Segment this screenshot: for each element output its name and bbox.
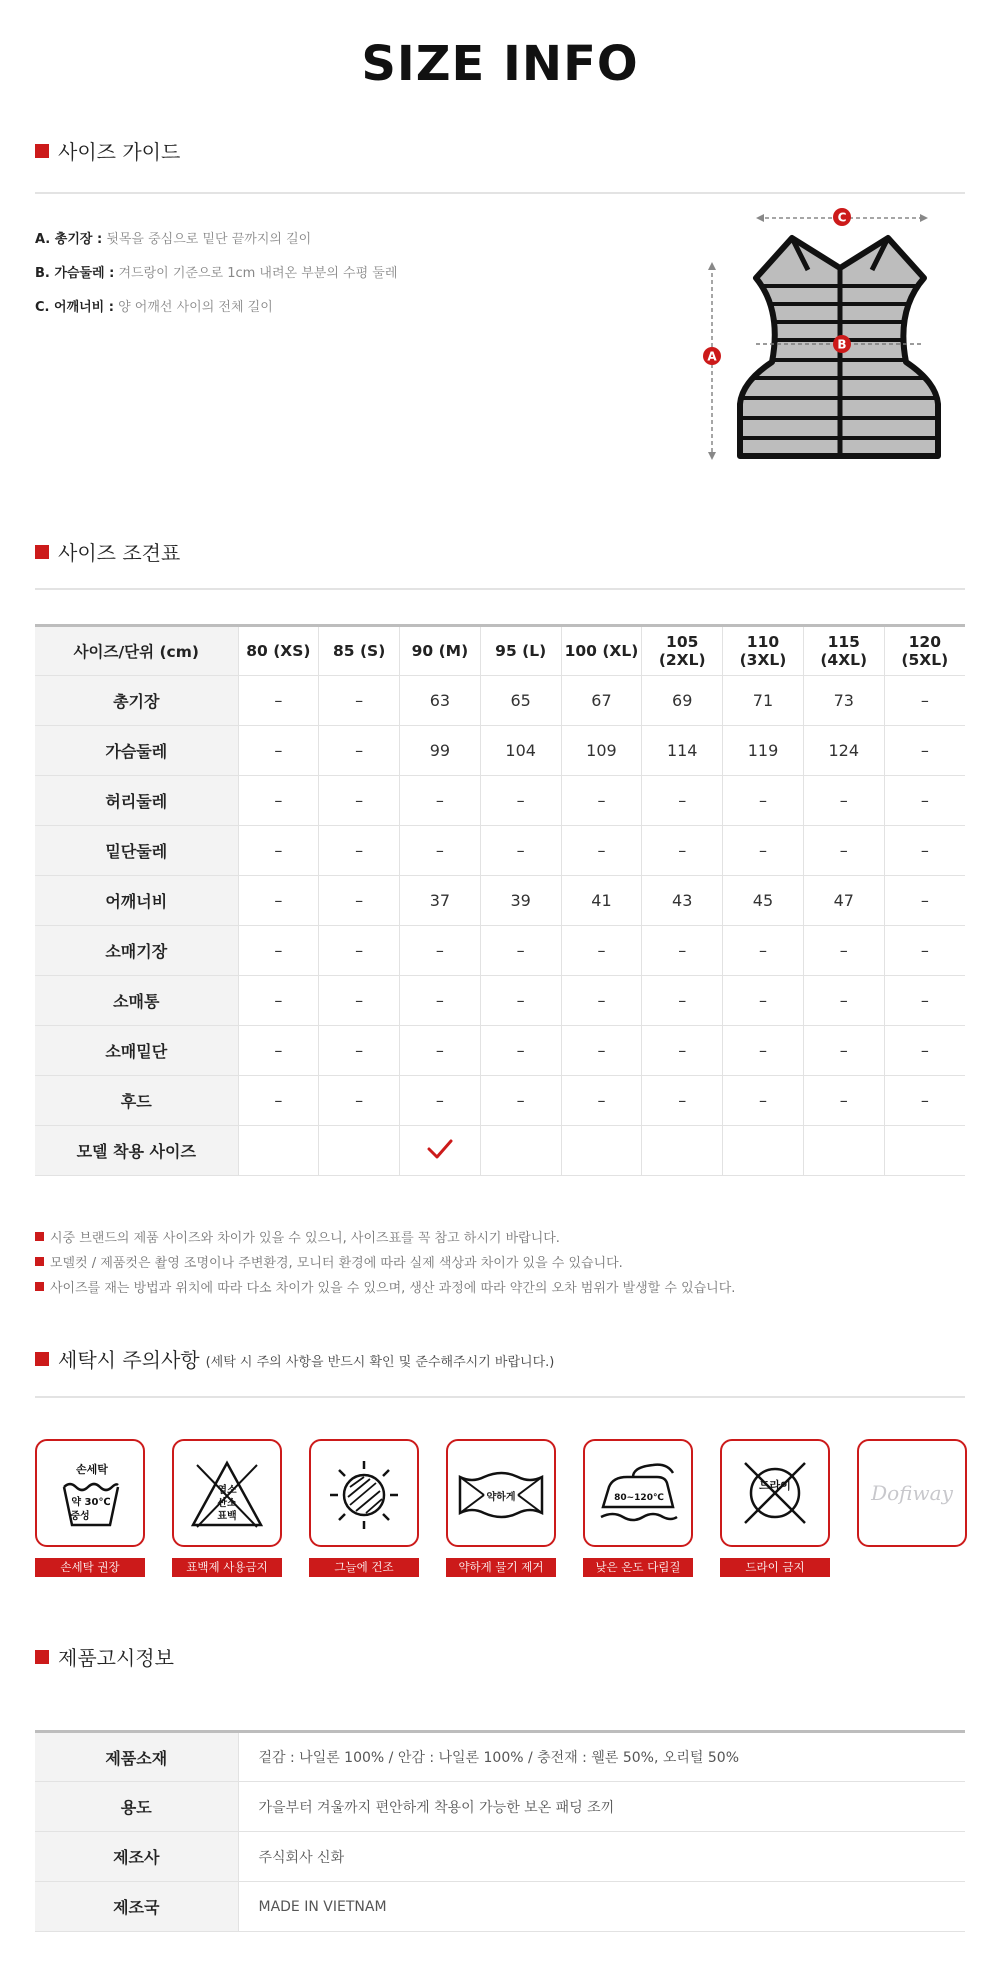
no-bleach-icon xyxy=(187,1453,267,1533)
table-row xyxy=(35,1026,965,1076)
model-size-row xyxy=(35,1126,965,1176)
care-item xyxy=(35,1439,145,1577)
size-column-header: 80 (XS) xyxy=(238,626,319,676)
divider xyxy=(35,192,965,194)
row-label: 밑단둘레 xyxy=(35,826,238,876)
info-label: 제조사 xyxy=(35,1832,238,1882)
table-row xyxy=(35,826,965,876)
section-marker xyxy=(35,1650,49,1664)
table-cell: – xyxy=(480,776,561,826)
product-info-header xyxy=(35,1642,174,1671)
table-cell: – xyxy=(723,776,804,826)
table-cell: 104 xyxy=(480,726,561,776)
note-item: 사이즈를 재는 방법과 위치에 따라 다소 차이가 있을 수 있으며, 생산 과정에 따라 약간의 오차 범위가 발생할 수 있습니다. xyxy=(35,1274,735,1299)
care-label: 그늘에 건조 xyxy=(309,1558,419,1577)
table-cell: – xyxy=(480,1076,561,1126)
gentle-wring-icon xyxy=(456,1453,546,1533)
table-cell xyxy=(642,1126,723,1176)
section-marker xyxy=(35,1352,49,1366)
size-guide-header xyxy=(35,136,180,165)
svg-text:염소: 염소 xyxy=(217,1485,237,1496)
table-cell: 39 xyxy=(480,876,561,926)
table-cell: – xyxy=(480,1026,561,1076)
divider xyxy=(35,588,965,590)
low-iron-icon xyxy=(593,1453,683,1533)
table-cell: – xyxy=(238,876,319,926)
table-cell: – xyxy=(561,1026,642,1076)
table-cell: – xyxy=(238,726,319,776)
table-row xyxy=(35,776,965,826)
size-table xyxy=(35,624,965,1176)
table-cell: – xyxy=(723,826,804,876)
table-cell: – xyxy=(319,1026,400,1076)
table-cell: – xyxy=(319,876,400,926)
size-column-header: 105 (2XL) xyxy=(642,626,723,676)
table-cell: – xyxy=(642,1076,723,1126)
table-cell: – xyxy=(642,826,723,876)
table-cell: – xyxy=(884,1026,965,1076)
table-cell: – xyxy=(803,1076,884,1126)
table-cell: – xyxy=(642,776,723,826)
table-cell: – xyxy=(319,926,400,976)
table-cell: – xyxy=(319,1076,400,1126)
row-label: 어깨너비 xyxy=(35,876,238,926)
table-cell: – xyxy=(561,826,642,876)
check-icon xyxy=(427,1138,453,1160)
svg-text:표백: 표백 xyxy=(217,1511,237,1522)
care-label: 손세탁 권장 xyxy=(35,1558,145,1577)
care-item xyxy=(309,1439,419,1577)
table-cell: 65 xyxy=(480,676,561,726)
table-cell: – xyxy=(884,1076,965,1126)
care-label: 약하게 물기 제거 xyxy=(446,1558,556,1577)
table-cell xyxy=(561,1126,642,1176)
size-column-header: 110 (3XL) xyxy=(723,626,804,676)
table-cell: 119 xyxy=(723,726,804,776)
size-column-header: 120 (5XL) xyxy=(884,626,965,676)
info-value: 주식회사 신화 xyxy=(258,1849,345,1866)
table-cell: 47 xyxy=(803,876,884,926)
hand-wash-icon xyxy=(50,1453,130,1533)
table-cell: – xyxy=(400,826,481,876)
guide-item: A. 총기장 : 뒷목을 중심으로 밑단 끝까지의 길이 xyxy=(35,232,312,247)
table-cell: – xyxy=(723,976,804,1026)
row-label: 가슴둘레 xyxy=(35,726,238,776)
care-header xyxy=(35,1344,554,1373)
table-cell: – xyxy=(803,976,884,1026)
size-column-header: 90 (M) xyxy=(400,626,481,676)
table-cell: 71 xyxy=(723,676,804,726)
care-item xyxy=(720,1439,830,1577)
table-cell: – xyxy=(480,976,561,1026)
table-cell: – xyxy=(238,676,319,726)
table-cell: – xyxy=(884,776,965,826)
table-cell: – xyxy=(319,726,400,776)
care-item xyxy=(583,1439,693,1577)
table-cell: – xyxy=(400,776,481,826)
row-label: 총기장 xyxy=(35,676,238,726)
table-row xyxy=(35,1732,965,1782)
table-row xyxy=(35,926,965,976)
table-cell: 114 xyxy=(642,726,723,776)
table-cell: – xyxy=(238,776,319,826)
table-cell: – xyxy=(319,676,400,726)
size-column-header: 115 (4XL) xyxy=(803,626,884,676)
table-cell: – xyxy=(238,1026,319,1076)
row-label: 허리둘레 xyxy=(35,776,238,826)
svg-text:약 30℃: 약 30℃ xyxy=(71,1497,111,1508)
row-label: 소매밑단 xyxy=(35,1026,238,1076)
svg-text:B: B xyxy=(837,337,847,352)
table-cell: – xyxy=(642,1026,723,1076)
table-cell: – xyxy=(319,776,400,826)
table-cell xyxy=(319,1126,400,1176)
table-cell: – xyxy=(319,826,400,876)
table-cell: – xyxy=(238,826,319,876)
care-label: 낮은 온도 다림질 xyxy=(583,1558,693,1577)
vest-measure-diagram xyxy=(700,200,960,470)
product-info-title: 제품고시정보 xyxy=(58,1646,174,1670)
table-row xyxy=(35,976,965,1026)
table-cell: – xyxy=(400,976,481,1026)
table-cell: – xyxy=(319,976,400,1026)
table-cell xyxy=(884,1126,965,1176)
table-cell: – xyxy=(803,1026,884,1076)
table-cell: 124 xyxy=(803,726,884,776)
table-cell xyxy=(723,1126,804,1176)
table-cell: 43 xyxy=(642,876,723,926)
table-cell xyxy=(803,1126,884,1176)
info-label: 제조국 xyxy=(35,1882,238,1932)
table-cell: – xyxy=(480,926,561,976)
table-cell: – xyxy=(400,926,481,976)
table-cell: 69 xyxy=(642,676,723,726)
table-row xyxy=(35,1832,965,1882)
table-cell: 37 xyxy=(400,876,481,926)
size-table-header-row xyxy=(35,626,965,676)
table-cell: – xyxy=(884,926,965,976)
size-guide-list xyxy=(35,228,397,330)
care-item xyxy=(446,1439,556,1577)
row-label: 소매기장 xyxy=(35,926,238,976)
table-cell: – xyxy=(238,1076,319,1126)
table-cell: 73 xyxy=(803,676,884,726)
info-label: 제품소재 xyxy=(35,1732,238,1782)
note-item: 모델컷 / 제품컷은 촬영 조명이나 주변환경, 모니터 환경에 따라 실제 색상과 차이가 있을 수 있습니다. xyxy=(35,1249,735,1274)
shade-dry-icon xyxy=(324,1453,404,1533)
table-cell: 45 xyxy=(723,876,804,926)
table-cell: – xyxy=(803,776,884,826)
guide-item: C. 어깨너비 : 양 어깨선 사이의 전체 길이 xyxy=(35,300,273,315)
no-dry-clean-icon xyxy=(735,1453,815,1533)
table-cell: 67 xyxy=(561,676,642,726)
svg-text:A: A xyxy=(707,349,717,364)
page-title: SIZE INFO xyxy=(361,36,639,92)
table-cell: – xyxy=(884,976,965,1026)
table-cell xyxy=(400,1126,481,1176)
svg-text:중성: 중성 xyxy=(70,1511,90,1522)
table-row xyxy=(35,676,965,726)
table-cell xyxy=(480,1126,561,1176)
table-cell: – xyxy=(400,1026,481,1076)
guide-item: B. 가슴둘레 : 겨드랑이 기준으로 1cm 내려온 부분의 수평 둘레 xyxy=(35,266,398,281)
table-cell: – xyxy=(803,826,884,876)
table-cell: – xyxy=(238,976,319,1026)
table-cell: – xyxy=(723,1076,804,1126)
table-cell: 109 xyxy=(561,726,642,776)
table-cell: – xyxy=(884,676,965,726)
table-cell: – xyxy=(238,926,319,976)
care-label: 드라이 금지 xyxy=(720,1558,830,1577)
note-item: 시중 브랜드의 제품 사이즈와 차이가 있을 수 있으니, 사이즈표를 꼭 참고 하시기 바랍니다. xyxy=(35,1224,735,1249)
info-label: 용도 xyxy=(35,1782,238,1832)
table-cell: – xyxy=(723,926,804,976)
divider xyxy=(35,1396,965,1398)
table-cell: – xyxy=(561,1076,642,1126)
size-table-corner: 사이즈/단위 (cm) xyxy=(35,626,238,676)
table-cell: 99 xyxy=(400,726,481,776)
svg-text:C: C xyxy=(837,210,847,225)
svg-text:산소: 산소 xyxy=(217,1498,237,1509)
svg-text:드라이: 드라이 xyxy=(759,1479,791,1492)
table-cell: – xyxy=(561,926,642,976)
care-item xyxy=(857,1439,967,1547)
row-label: 모델 착용 사이즈 xyxy=(35,1126,238,1176)
care-title: 세탁시 주의사항 xyxy=(58,1348,200,1372)
table-cell: – xyxy=(884,726,965,776)
table-row xyxy=(35,1882,965,1932)
table-cell: – xyxy=(480,826,561,876)
table-cell: – xyxy=(723,1026,804,1076)
row-label: 후드 xyxy=(35,1076,238,1126)
info-value: 겉감 : 나일론 100% / 안감 : 나일론 100% / 충전재 : 웰론 50%, 오리털 50% xyxy=(258,1750,740,1766)
size-column-header: 85 (S) xyxy=(319,626,400,676)
notes-list xyxy=(35,1224,735,1299)
table-cell: – xyxy=(561,976,642,1026)
table-cell: 41 xyxy=(561,876,642,926)
info-value: 가을부터 겨울까지 편안하게 착용이 가능한 보온 패딩 조끼 xyxy=(258,1799,615,1816)
brand-logo: Dofiway xyxy=(871,1481,953,1505)
size-column-header: 95 (L) xyxy=(480,626,561,676)
table-row xyxy=(35,1782,965,1832)
svg-text:약하게: 약하게 xyxy=(486,1492,516,1503)
size-guide-title: 사이즈 가이드 xyxy=(58,140,181,164)
table-row xyxy=(35,726,965,776)
size-table-header xyxy=(35,537,180,566)
section-marker xyxy=(35,144,49,158)
size-table-title: 사이즈 조견표 xyxy=(58,541,181,565)
svg-text:80~120℃: 80~120℃ xyxy=(614,1493,664,1503)
table-cell: – xyxy=(642,926,723,976)
svg-text:손세탁: 손세탁 xyxy=(76,1463,108,1476)
care-item xyxy=(172,1439,282,1577)
care-subtitle: (세탁 시 주의 사항을 반드시 확인 및 준수해주시기 바랍니다.) xyxy=(205,1355,555,1370)
table-cell: – xyxy=(642,976,723,1026)
product-info-table xyxy=(35,1730,965,1932)
table-cell: 63 xyxy=(400,676,481,726)
row-label: 소매통 xyxy=(35,976,238,1026)
table-cell: – xyxy=(884,876,965,926)
section-marker xyxy=(35,545,49,559)
size-column-header: 100 (XL) xyxy=(561,626,642,676)
info-value: MADE IN VIETNAM xyxy=(258,1898,387,1915)
table-cell xyxy=(238,1126,319,1176)
care-label: 표백제 사용금지 xyxy=(172,1558,282,1577)
table-cell: – xyxy=(803,926,884,976)
table-cell: – xyxy=(561,776,642,826)
table-row xyxy=(35,876,965,926)
table-row xyxy=(35,1076,965,1126)
table-cell: – xyxy=(884,826,965,876)
table-cell: – xyxy=(400,1076,481,1126)
